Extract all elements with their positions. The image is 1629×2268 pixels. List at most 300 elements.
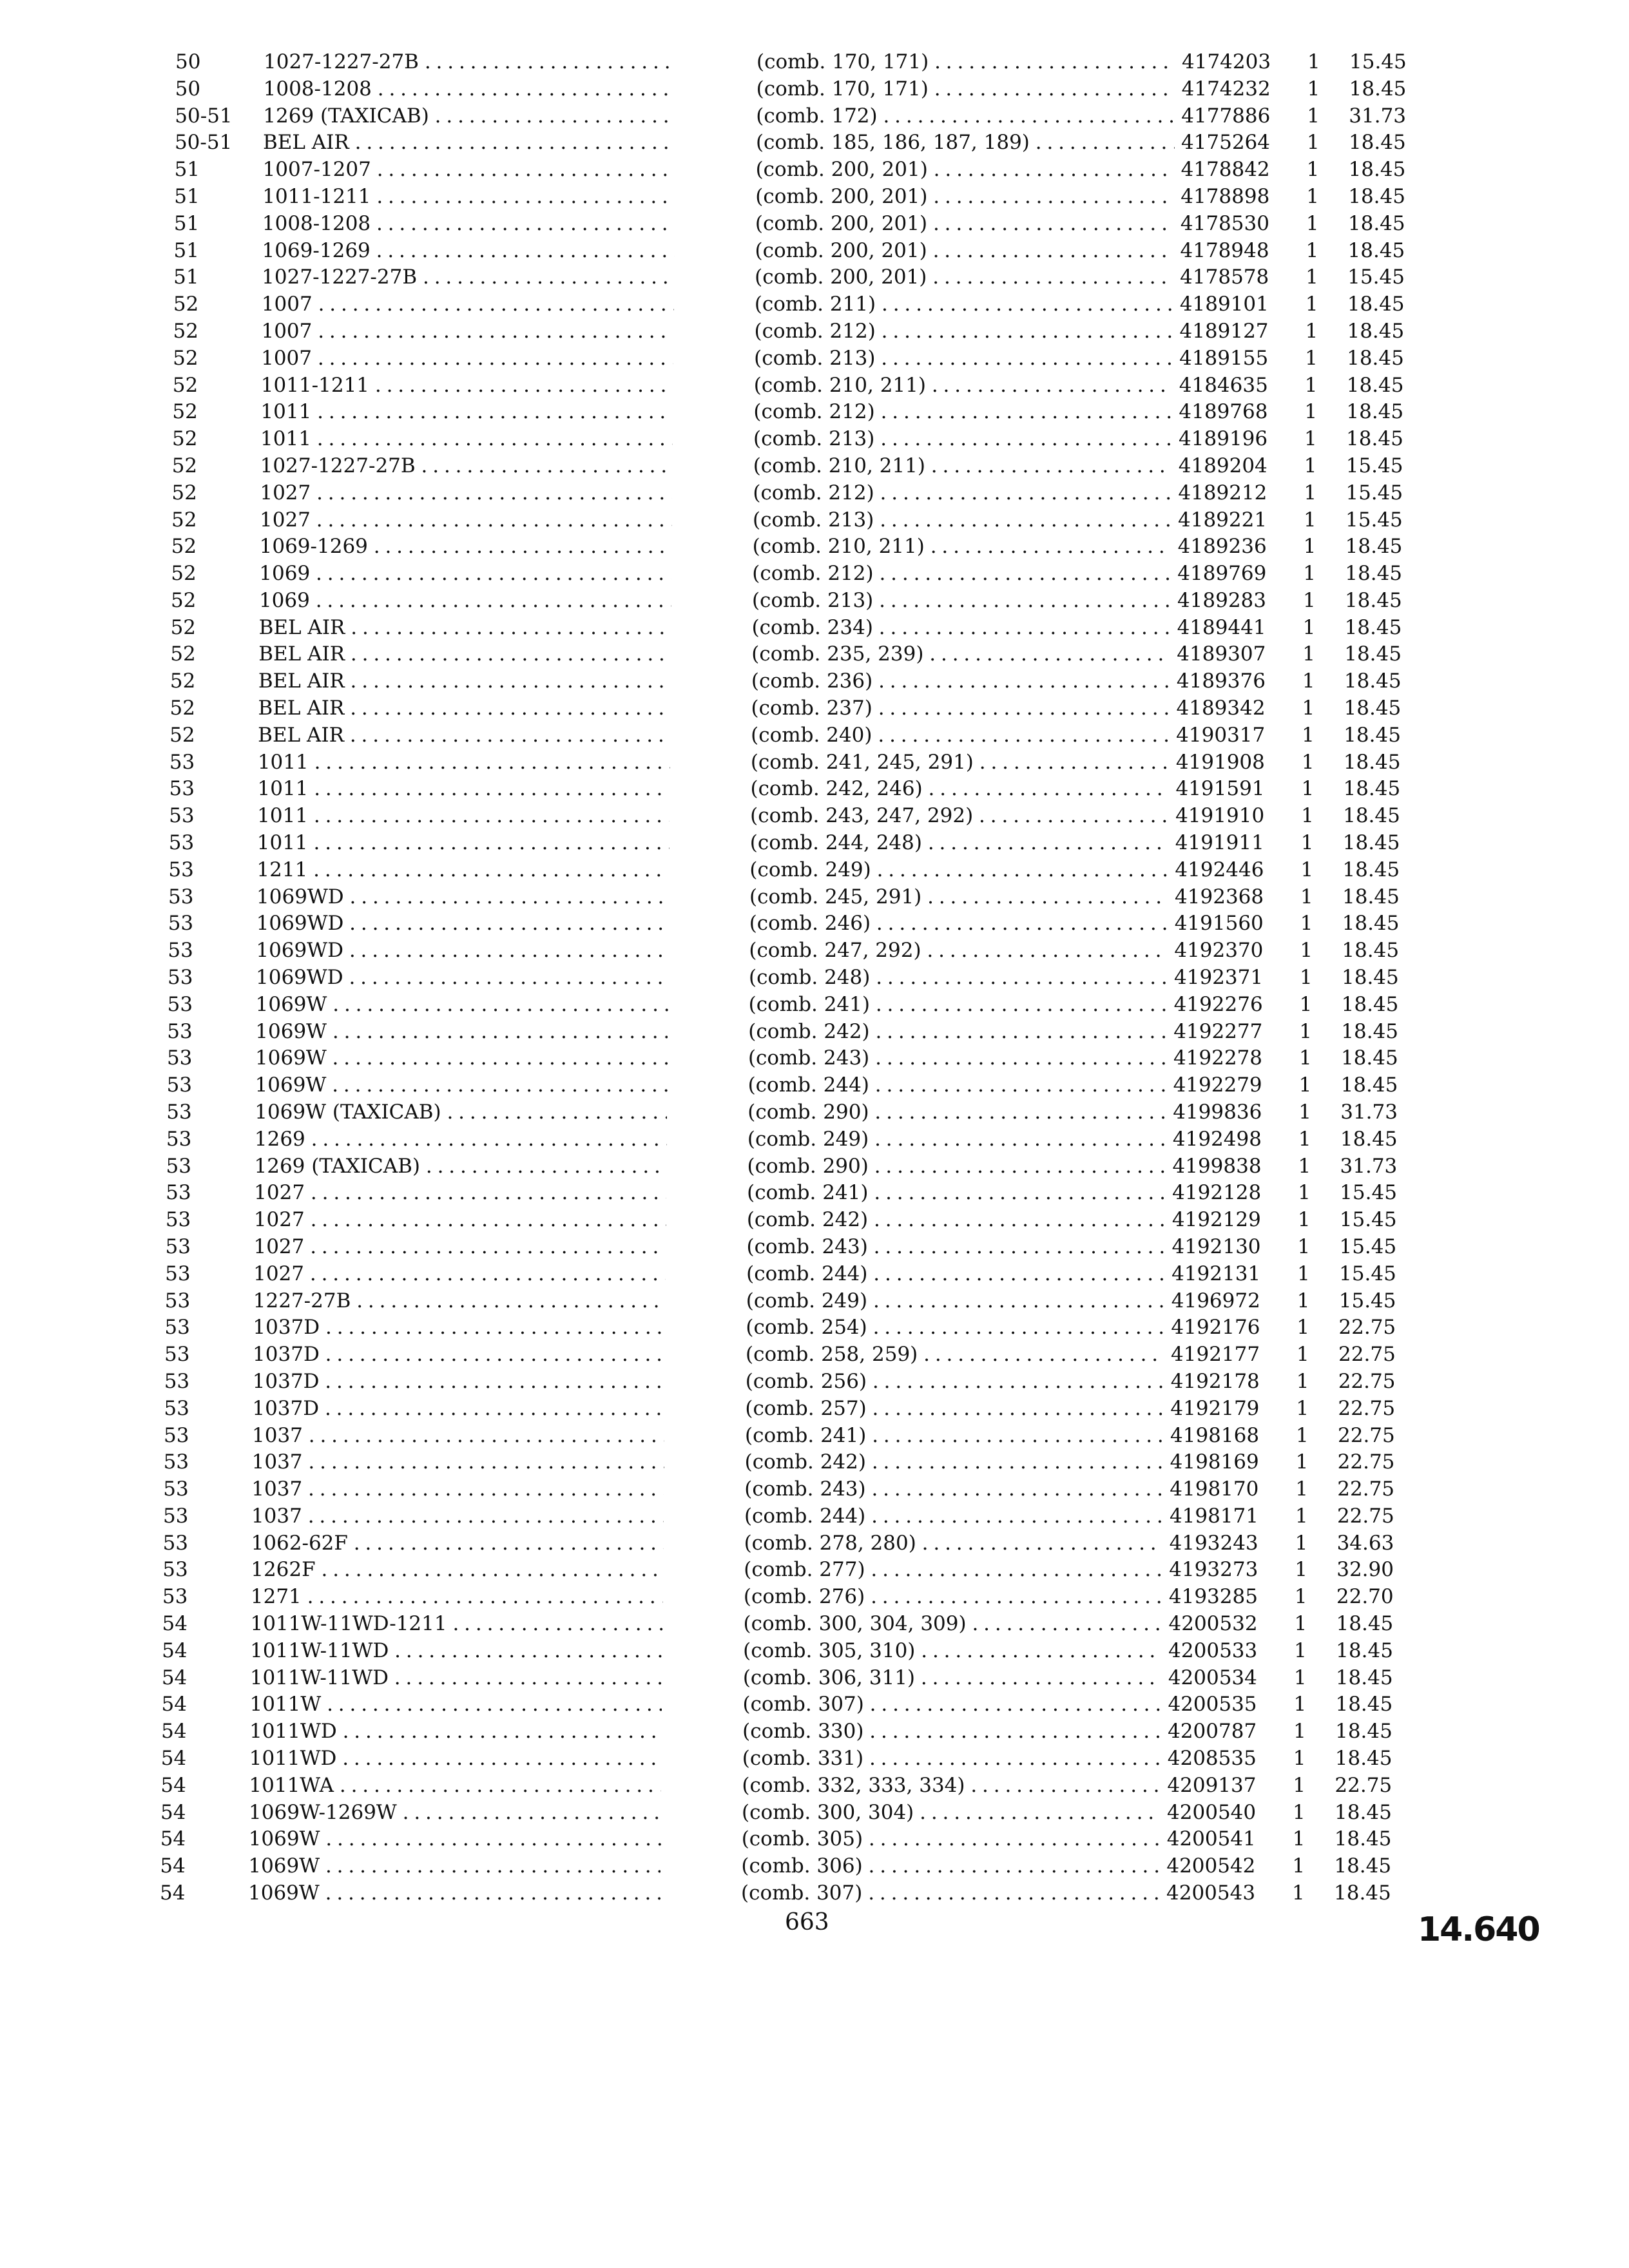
combination-cell: (comb. 306, 311) . . . [743,1665,1162,1691]
quantity-cell: 1 [1306,238,1319,262]
price-cell: 18.45 [1334,1854,1392,1878]
combination-cell: (comb. 235, 239) . . . [751,641,1170,667]
price-cell: 18.45 [1343,777,1401,801]
price-cell: 18.45 [1346,373,1404,397]
year-cell: 54 [162,1639,188,1662]
quantity-cell: 1 [1307,104,1320,128]
price-cell: 15.45 [1345,454,1403,477]
year-cell: 54 [160,1773,186,1797]
combination-cell: (comb. 332, 333, 334) . . . [742,1773,1161,1798]
quantity-cell: 1 [1299,992,1313,1016]
part-number-cell: 4199838 [1172,1154,1262,1178]
combination-cell: (comb. 278, 280) . . . [744,1530,1163,1556]
quantity-cell: 1 [1302,588,1316,612]
combination-cell: (comb. 213) . . . [752,588,1171,613]
combination-cell: (comb. 212) . . . [753,399,1172,425]
model-cell: 1037 . . . [252,1449,664,1475]
part-number-cell: 4192128 [1172,1181,1262,1205]
quantity-cell: 1 [1302,642,1315,666]
quantity-cell: 1 [1295,1450,1309,1474]
price-cell: 18.45 [1343,804,1400,828]
combination-cell: (comb. 249) . . . [749,857,1168,883]
quantity-cell: 1 [1295,1558,1307,1582]
combination-cell: (comb. 305, 310) . . . [743,1638,1162,1664]
year-cell: 53 [164,1289,191,1312]
quantity-cell: 1 [1306,158,1320,182]
quantity-cell: 1 [1303,535,1316,559]
model-cell: 1069-1269 . . . [262,238,675,264]
combination-cell: (comb. 200, 201) . . . [756,157,1175,182]
model-cell: 1069 . . . [259,561,671,586]
part-number-cell: 4189196 [1179,427,1268,451]
price-cell: 18.45 [1335,1720,1393,1744]
section-number: 14.640 [1418,1910,1539,1949]
year-cell: 54 [160,1881,186,1905]
part-number-cell: 4192370 [1174,939,1264,963]
model-cell: 1007 . . . [261,345,673,371]
price-cell: 18.45 [1341,1019,1399,1043]
part-number-cell: 4178530 [1180,211,1269,235]
price-cell: 31.73 [1340,1154,1398,1178]
quantity-cell: 1 [1306,131,1320,155]
quantity-cell: 1 [1296,1289,1310,1312]
combination-cell: (comb. 243) . . . [748,1045,1167,1071]
year-cell: 53 [168,858,194,881]
price-cell: 22.70 [1336,1585,1394,1609]
price-cell: 15.45 [1345,481,1403,505]
price-cell: 18.45 [1342,912,1400,936]
model-cell: 1008-1208 . . . [264,76,676,102]
quantity-cell: 1 [1298,1073,1312,1097]
model-cell: 1069W . . . [249,1826,661,1852]
year-cell: 54 [160,1747,187,1771]
model-cell: 1011W-11WD-1211 . . . [251,1611,663,1637]
year-cell: 53 [167,992,193,1016]
year-cell: 53 [169,804,195,828]
year-cell: 52 [170,642,196,666]
price-cell: 18.45 [1334,1827,1392,1851]
price-cell: 18.45 [1348,131,1406,155]
part-number-cell: 4178948 [1180,238,1269,262]
model-cell: 1069W . . . [255,1045,668,1071]
combination-cell: (comb. 212) . . . [752,561,1171,586]
model-cell: BEL AIR . . . [258,722,670,748]
part-number-cell: 4189101 [1179,293,1269,316]
quantity-cell: 1 [1301,750,1315,774]
quantity-cell: 1 [1293,1747,1306,1771]
combination-cell: (comb. 170, 171) . . . [757,49,1175,75]
year-cell: 52 [170,588,197,612]
model-cell: 1227-27B . . . [253,1288,666,1314]
quantity-cell: 1 [1304,508,1316,532]
combination-cell: (comb. 236) . . . [751,668,1170,694]
model-cell: 1011 . . . [260,399,673,425]
combination-cell: (comb. 234) . . . [752,615,1171,640]
quantity-cell: 1 [1293,1720,1306,1744]
quantity-cell: 1 [1296,1343,1309,1367]
quantity-cell: 1 [1298,1100,1311,1124]
year-cell: 52 [172,427,198,451]
price-cell: 18.45 [1340,1127,1398,1151]
combination-cell: (comb. 249) . . . [746,1288,1165,1314]
part-number-cell: 4192129 [1171,1208,1261,1232]
part-number-cell: 4198169 [1170,1450,1259,1474]
combination-cell: (comb. 213) . . . [753,426,1172,452]
price-cell: 22.75 [1338,1396,1396,1420]
model-cell: 1007 . . . [262,291,674,317]
quantity-cell: 1 [1299,1019,1313,1043]
quantity-cell: 1 [1302,669,1315,693]
combination-cell: (comb. 300, 304) . . . [742,1800,1161,1825]
price-cell: 18.45 [1348,158,1406,182]
year-cell: 53 [167,1019,193,1043]
model-cell: 1027-1227-27B . . . [264,49,676,75]
year-cell: 51 [173,211,200,235]
quantity-cell: 1 [1304,481,1317,505]
price-cell: 18.45 [1348,184,1405,208]
part-number-cell: 4189236 [1177,535,1267,559]
quantity-cell: 1 [1297,1235,1311,1258]
part-number-cell: 4200787 [1168,1720,1257,1744]
price-cell: 34.63 [1336,1531,1394,1555]
combination-cell: (comb. 306) . . . [741,1853,1160,1879]
part-number-cell: 4198171 [1169,1504,1258,1528]
combination-cell: (comb. 243, 247, 292) . . . [750,803,1169,829]
part-number-cell: 4189342 [1176,697,1266,720]
quantity-cell: 1 [1294,1639,1307,1662]
price-cell: 15.45 [1339,1235,1397,1258]
model-cell: 1037 . . . [252,1423,664,1448]
price-cell: 18.45 [1346,427,1403,451]
model-cell: BEL AIR . . . [258,641,671,667]
part-number-cell: 4199836 [1173,1100,1262,1124]
year-cell: 53 [166,1154,191,1178]
part-number-cell: 4175264 [1181,131,1270,155]
combination-cell: (comb. 200, 201) . . . [755,264,1173,290]
quantity-cell: 1 [1306,211,1319,235]
model-cell: 1011W-11WD . . . [250,1665,662,1691]
combination-cell: (comb. 290) . . . [747,1099,1166,1125]
part-number-cell: 4193243 [1169,1531,1258,1555]
year-cell: 53 [164,1396,189,1420]
year-cell: 53 [166,1100,192,1124]
year-cell: 50-51 [175,104,233,128]
combination-cell: (comb. 241) . . . [747,1180,1166,1206]
price-cell: 18.45 [1347,293,1405,316]
part-number-cell: 4196972 [1171,1289,1260,1312]
part-number-cell: 4193273 [1169,1558,1258,1582]
quantity-cell: 1 [1304,427,1317,451]
price-cell: 22.75 [1338,1369,1396,1393]
part-number-cell: 4200532 [1168,1612,1258,1636]
combination-cell: (comb. 213) . . . [754,345,1173,371]
year-cell: 53 [168,912,194,936]
combination-cell: (comb. 307) . . . [741,1880,1160,1906]
price-cell: 18.45 [1342,831,1400,855]
part-number-cell: 4189376 [1176,669,1266,693]
combination-cell: (comb. 244) . . . [746,1261,1165,1287]
quantity-cell: 1 [1295,1531,1308,1555]
combination-cell: (comb. 277) . . . [744,1557,1162,1582]
price-cell: 18.45 [1344,615,1402,639]
quantity-cell: 1 [1305,293,1318,316]
year-cell: 52 [173,346,198,370]
model-cell: BEL AIR . . . [258,695,671,721]
year-cell: 53 [165,1208,191,1232]
combination-cell: (comb. 241) . . . [745,1423,1164,1448]
combination-cell: (comb. 330) . . . [742,1718,1161,1744]
part-number-cell: 4178842 [1181,158,1270,182]
combination-cell: (comb. 257) . . . [745,1396,1164,1421]
price-cell: 18.45 [1343,750,1401,774]
year-cell: 53 [162,1585,188,1609]
combination-cell: (comb. 210, 211) . . . [753,533,1171,559]
combination-cell: (comb. 244, 248) . . . [750,830,1169,856]
model-cell: 1037D . . . [253,1369,665,1394]
model-cell: 1037D . . . [253,1314,665,1340]
year-cell: 53 [166,1181,191,1205]
model-cell: 1069W . . . [255,1019,668,1044]
quantity-cell: 1 [1302,615,1316,639]
model-cell: 1211 . . . [256,857,669,883]
part-number-cell: 4191910 [1175,804,1265,828]
year-cell: 52 [169,697,195,720]
part-number-cell: 4191908 [1175,750,1265,774]
quantity-cell: 1 [1298,1181,1311,1205]
part-number-cell: 4189307 [1177,642,1266,666]
price-cell: 15.45 [1338,1289,1396,1312]
year-cell: 53 [165,1235,191,1258]
model-cell: 1027 . . . [254,1180,666,1206]
quantity-cell: 1 [1303,562,1316,586]
quantity-cell: 1 [1297,1208,1311,1232]
model-cell: 1069W . . . [248,1880,660,1906]
combination-cell: (comb. 248) . . . [749,965,1168,990]
combination-cell: (comb. 258, 259) . . . [746,1341,1164,1367]
model-cell: 1007 . . . [261,318,673,344]
quantity-cell: 1 [1293,1666,1307,1689]
year-cell: 52 [173,293,199,316]
quantity-cell: 1 [1295,1477,1309,1501]
model-cell: BEL AIR . . . [258,668,671,694]
price-cell: 18.45 [1342,858,1400,881]
price-cell: 18.45 [1335,1666,1393,1689]
year-cell: 53 [164,1423,189,1447]
price-cell: 15.45 [1349,50,1407,73]
quantity-cell: 1 [1295,1504,1308,1528]
price-cell: 18.45 [1345,535,1403,559]
model-cell: 1262F . . . [251,1557,663,1582]
part-number-cell: 4184635 [1179,373,1268,397]
combination-cell: (comb. 305) . . . [742,1826,1161,1852]
price-cell: 18.45 [1346,400,1404,424]
price-cell: 18.45 [1345,562,1403,586]
combination-cell: (comb. 170, 171) . . . [757,76,1175,102]
year-cell: 52 [171,454,198,477]
model-cell: 1069WD . . . [256,884,669,910]
price-cell: 18.45 [1336,1612,1394,1636]
quantity-cell: 1 [1302,723,1315,747]
combination-cell: (comb. 247, 292) . . . [749,937,1168,963]
part-number-cell: 4191911 [1175,831,1264,855]
price-cell: 18.45 [1347,238,1405,262]
price-cell: 15.45 [1340,1181,1397,1205]
year-cell: 53 [166,1073,193,1097]
model-cell: 1008-1208 . . . [262,211,675,236]
model-cell: 1069-1269 . . . [260,533,672,559]
year-cell: 54 [162,1612,188,1636]
combination-cell: (comb. 211) . . . [755,291,1173,317]
price-cell: 18.45 [1342,885,1400,908]
combination-cell: (comb. 242) . . . [748,1019,1167,1044]
combination-cell: (comb. 307) . . . [742,1691,1161,1717]
year-cell: 53 [164,1343,190,1367]
part-number-cell: 4190317 [1176,723,1266,747]
year-cell: 53 [168,831,195,855]
year-cell: 54 [161,1666,188,1689]
year-cell: 51 [173,265,199,289]
year-cell: 54 [161,1693,187,1716]
quantity-cell: 1 [1292,1827,1306,1851]
price-cell: 22.75 [1338,1423,1395,1447]
combination-cell: (comb. 243) . . . [744,1476,1163,1502]
price-cell: 15.45 [1339,1208,1397,1232]
combination-cell: (comb. 300, 304, 309) . . . [744,1611,1162,1637]
part-number-cell: 4192371 [1174,966,1264,989]
part-number-cell: 4198168 [1170,1423,1260,1447]
part-number-cell: 4189127 [1179,319,1269,343]
quantity-cell: 1 [1301,777,1315,801]
price-cell: 15.45 [1339,1262,1396,1285]
quantity-cell: 1 [1294,1612,1307,1636]
combination-cell: (comb. 256) . . . [746,1369,1164,1394]
part-number-cell: 4192178 [1170,1369,1260,1393]
price-cell: 31.73 [1340,1100,1398,1124]
year-cell: 54 [160,1854,186,1878]
part-number-cell: 4192368 [1175,885,1264,908]
part-number-cell: 4178578 [1180,265,1269,289]
part-number-cell: 4200540 [1167,1800,1257,1824]
combination-cell: (comb. 331) . . . [742,1745,1161,1771]
part-number-cell: 4192131 [1171,1262,1261,1285]
part-number-cell: 4189283 [1177,588,1266,612]
quantity-cell: 1 [1292,1881,1305,1905]
quantity-cell: 1 [1296,1396,1309,1420]
model-cell: 1027 . . . [254,1207,666,1233]
year-cell: 53 [163,1477,189,1501]
model-cell: 1037D . . . [253,1341,665,1367]
model-cell: 1011-1211 . . . [261,372,673,398]
year-cell: 53 [163,1450,189,1474]
part-number-cell: 4192276 [1173,992,1263,1016]
model-cell: 1027 . . . [260,480,672,506]
combination-cell: (comb. 246) . . . [749,910,1168,936]
price-cell: 18.45 [1347,319,1405,343]
price-cell: 18.45 [1336,1639,1393,1662]
part-number-cell: 4200543 [1166,1881,1256,1905]
combination-cell: (comb. 240) . . . [751,722,1170,748]
year-cell: 52 [172,373,198,397]
part-number-cell: 4200541 [1166,1827,1256,1851]
combination-cell: (comb. 241, 245, 291) . . . [751,749,1170,775]
model-cell: 1069W . . . [255,1072,668,1098]
combination-cell: (comb. 200, 201) . . . [755,184,1174,209]
model-cell: 1011 . . . [257,803,670,829]
year-cell: 53 [165,1262,191,1285]
year-cell: 54 [160,1800,186,1824]
quantity-cell: 1 [1305,319,1318,343]
price-cell: 31.73 [1349,104,1407,128]
model-cell: 1011 . . . [260,426,673,452]
price-cell: 22.75 [1338,1343,1396,1367]
quantity-cell: 1 [1304,400,1318,424]
part-number-cell: 4177886 [1181,104,1271,128]
quantity-cell: 1 [1300,858,1314,881]
model-cell: 1069WD . . . [256,965,668,990]
model-cell: BEL AIR . . . [263,130,675,155]
quantity-cell: 1 [1307,77,1320,101]
quantity-cell: 1 [1293,1773,1306,1797]
model-cell: 1069W (TAXICAB) . . . [255,1099,667,1125]
price-cell: 18.45 [1342,966,1399,989]
quantity-cell: 1 [1296,1423,1309,1447]
price-cell: 18.45 [1347,346,1404,370]
model-cell: 1027-1227-27B . . . [262,264,674,290]
combination-cell: (comb. 244) . . . [748,1072,1167,1098]
quantity-cell: 1 [1304,454,1317,477]
model-cell: 1269 (TAXICAB) . . . [255,1153,667,1179]
combination-cell: (comb. 210, 211) . . . [753,453,1172,479]
model-cell: 1011WA . . . [249,1773,661,1798]
part-number-cell: 4208535 [1167,1747,1257,1771]
part-number-cell: 4192130 [1171,1235,1261,1258]
part-number-cell: 4174203 [1182,50,1271,73]
part-number-cell: 4189221 [1178,508,1268,532]
combination-cell: (comb. 242) . . . [747,1207,1166,1233]
price-cell: 18.45 [1344,697,1402,720]
quantity-cell: 1 [1298,1046,1312,1070]
combination-cell: (comb. 237) . . . [751,695,1170,721]
price-cell: 32.90 [1336,1558,1394,1582]
combination-cell: (comb. 172) . . . [756,103,1175,129]
price-cell: 18.45 [1344,642,1402,666]
part-number-cell: 4189212 [1178,481,1268,505]
year-cell: 52 [173,319,198,343]
part-number-cell: 4192278 [1173,1046,1262,1070]
quantity-cell: 1 [1294,1585,1307,1609]
part-number-cell: 4192177 [1171,1343,1260,1367]
year-cell: 53 [162,1558,188,1582]
model-cell: 1037D . . . [252,1396,664,1421]
price-cell: 18.45 [1335,1693,1393,1716]
part-number-cell: 4189769 [1177,562,1267,586]
part-number-cell: 4189441 [1177,615,1266,639]
model-cell: 1027 . . . [253,1234,666,1260]
quantity-cell: 1 [1296,1369,1309,1393]
quantity-cell: 1 [1300,966,1313,989]
combination-cell: (comb. 242) . . . [745,1449,1164,1475]
quantity-cell: 1 [1304,373,1318,397]
price-cell: 22.75 [1337,1450,1395,1474]
model-cell: 1011 . . . [258,749,670,775]
model-cell: 1069WD . . . [256,910,669,936]
year-cell: 53 [162,1504,189,1528]
combination-cell: (comb. 213) . . . [753,507,1171,533]
price-cell: 18.45 [1342,939,1400,963]
combination-cell: (comb. 249) . . . [747,1126,1166,1152]
year-cell: 51 [174,184,200,208]
part-number-cell: 4174232 [1181,77,1271,101]
